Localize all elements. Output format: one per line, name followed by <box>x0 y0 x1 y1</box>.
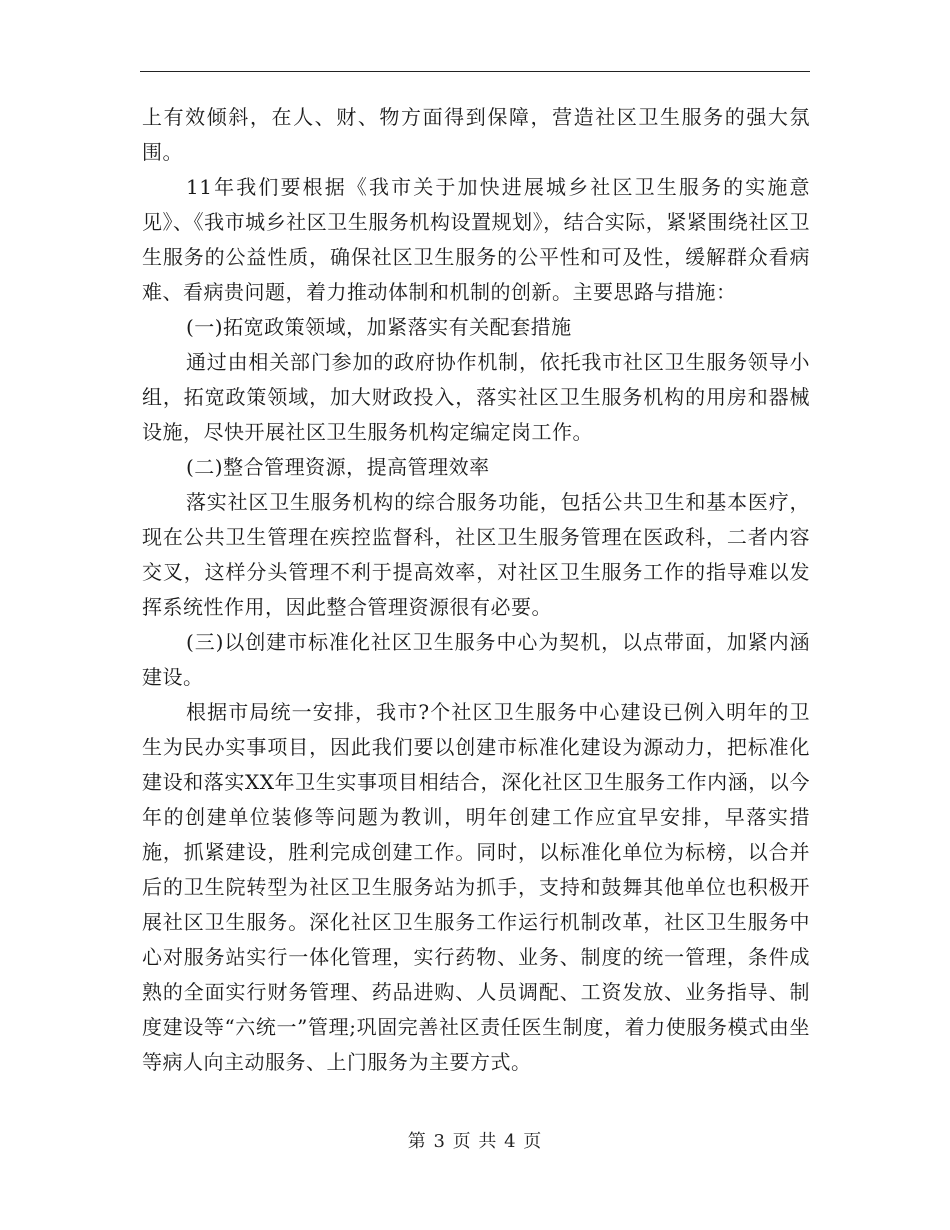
page-number: 第 3 页 共 4 页 <box>407 1131 543 1152</box>
section-heading: (三)以创建市标准化社区卫生服务中心为契机，以点带面，加紧内涵建设。 <box>142 630 810 689</box>
paragraph: 11年我们要根据《我市关于加快进展城乡社区卫生服务的实施意见》、《我市城乡社区卫生服务机构设置规划》，结合实际，紧紧围绕社区卫生服务的公益性质，确保社区卫生服务的公平性和可及性，缓解群众看病难、看病贵问题，着力推动体制和机制的创新。主要思路与措施： <box>142 175 810 304</box>
paragraph: 上有效倾斜，在人、财、物方面得到保障，营造社区卫生服务的强大氛围。 <box>142 105 810 164</box>
paragraph: 落实社区卫生服务机构的综合服务功能，包括公共卫生和基本医疗，现在公共卫生管理在疾控监督科，社区卫生服务管理在医政科，二者内容交叉，这样分头管理不利于提高效率，对社区卫生服务工作的指导难以发挥系统性作用，因此整合管理资源很有必要。 <box>142 490 810 619</box>
section-heading: (二)整合管理资源，提高管理效率 <box>186 455 490 479</box>
paragraph: 通过由相关部门参加的政府协作机制，依托我市社区卫生服务领导小组，拓宽政策领域，加大财政投入，落实社区卫生服务机构的用房和器械设施，尽快开展社区卫生服务机构定编定岗工作。 <box>142 350 810 444</box>
document-body <box>142 100 810 1080</box>
header-rule <box>140 71 810 72</box>
section-heading: (一)拓宽政策领域，加紧落实有关配套措施 <box>186 315 572 339</box>
paragraph: 根据市局统一安排，我市?个社区卫生服务中心建设已例入明年的卫生为民办实事项目，因此我们要以创建市标准化建设为源动力，把标准化建设和落实XX年卫生实事项目相结合，深化社区卫生服务工作内涵，以今年的创建单位装修等问题为教训，明年创建工作应宜早安排，早落实措施，抓紧建设，胜利完成创建工作。同时，以标准化单位为标榜，以合并后的卫生院转型为社区卫生服务站为抓手，支持和鼓舞其他单位也积极开展社区卫生服务。深化社区卫生服务工作运行机制改革，社区卫生服务中心对服务站实行一体化管理，实行药物、业务、制度的统一管理，条件成熟的全面实行财务管理、药品进购、人员调配、工资发放、业务指导、制度建设等“六统一”管理;巩固完善社区责任医生制度，着力使服务模式由坐等病人向主动服务、上门服务为主要方式。 <box>142 700 810 1074</box>
